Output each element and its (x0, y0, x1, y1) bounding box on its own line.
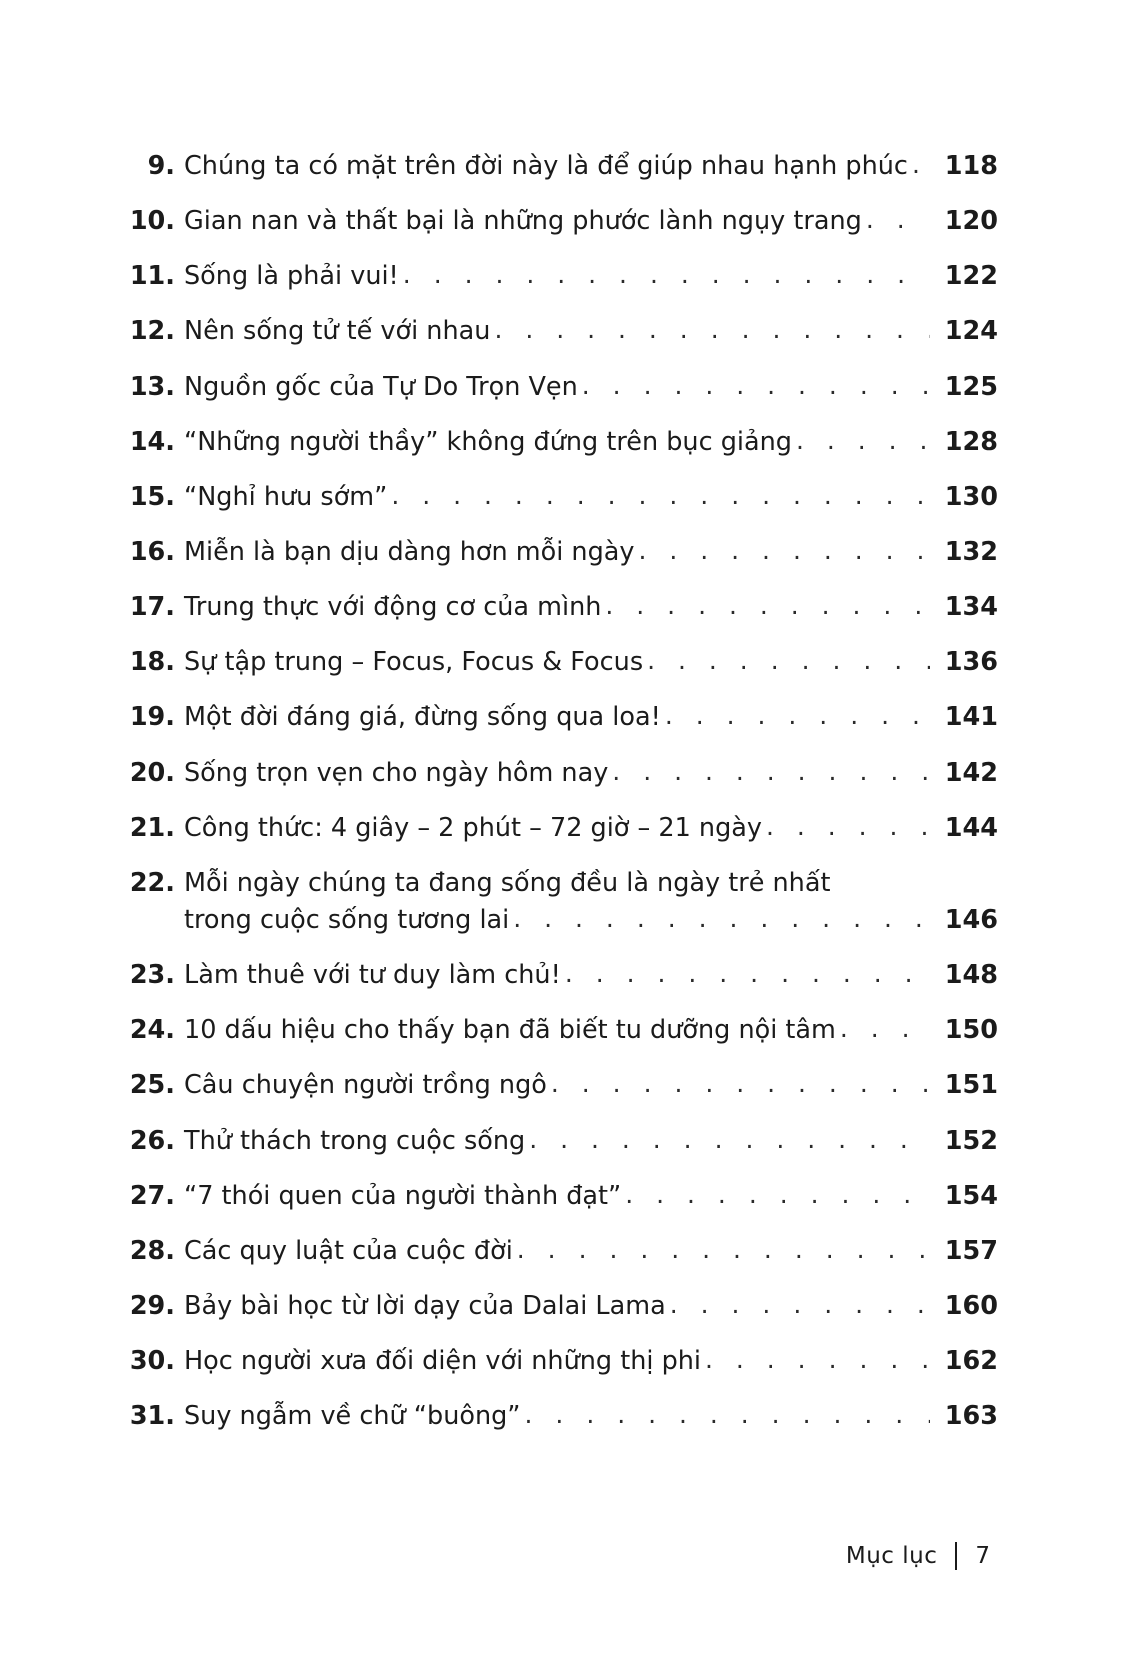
table-of-contents (128, 150, 998, 1433)
toc-entry-title: Nguồn gốc của Tự Do Trọn Vẹn (184, 371, 578, 402)
toc-entry-title: Sống là phải vui! (184, 261, 399, 292)
toc-entry-body (184, 646, 934, 679)
toc-entry-number: 9. (147, 151, 175, 181)
toc-leader-dots (665, 700, 930, 733)
toc-entry-page: 132 (944, 536, 998, 567)
toc-entry[interactable] (128, 371, 998, 404)
toc-entry-page: 154 (944, 1180, 998, 1211)
toc-entry-body (184, 260, 934, 293)
toc-entry-page: 152 (944, 1125, 998, 1156)
toc-entry-page: 125 (944, 371, 998, 402)
toc-entry-body (184, 1400, 934, 1433)
toc-entry-number: 15. (129, 481, 175, 512)
toc-entry-title: 10 dấu hiệu cho thấy bạn đã biết tu dưỡng nội tâm (184, 1015, 836, 1046)
toc-entry-page: 128 (944, 426, 998, 457)
toc-leader-dots (494, 314, 930, 347)
toc-leader-dots (513, 903, 930, 936)
toc-entry-body (184, 371, 934, 404)
toc-entry-page: 163 (944, 1401, 998, 1432)
toc-leader-dots (612, 756, 930, 789)
toc-leader-dots (766, 811, 930, 844)
toc-entry-body (184, 205, 934, 238)
toc-leader-dots (705, 1344, 930, 1377)
toc-entry-number: 26. (129, 1125, 175, 1156)
toc-entry-title: Chúng ta có mặt trên đời này là để giúp nhau hạnh phúc (184, 151, 908, 181)
toc-entry-title: Câu chuyện người trồng ngô (184, 1070, 547, 1101)
toc-entry-page: 136 (944, 647, 998, 678)
toc-leader-dots (625, 1179, 930, 1212)
toc-entry[interactable] (128, 1290, 998, 1323)
toc-entry-number: 27. (129, 1180, 175, 1211)
toc-entry-page: 144 (944, 812, 998, 843)
toc-leader-dots (840, 1013, 930, 1046)
toc-entry-number: 18. (129, 647, 175, 678)
toc-leader-dots (517, 1234, 930, 1267)
toc-entry-title: Thử thách trong cuộc sống (184, 1125, 526, 1156)
toc-entry-body (184, 481, 934, 514)
toc-entry-page: 150 (944, 1015, 998, 1046)
toc-entry[interactable] (128, 757, 998, 790)
toc-entry-page: 141 (944, 702, 998, 733)
toc-leader-dots (647, 645, 930, 678)
toc-entry-number: 30. (129, 1346, 175, 1377)
toc-entry-title: Sự tập trung – Focus, Focus & Focus (184, 647, 644, 678)
toc-leader-dots (582, 370, 930, 403)
toc-entry-body (184, 1345, 934, 1378)
toc-entry-title: “Nghỉ hưu sớm” (184, 481, 388, 512)
toc-entry-number: 14. (129, 426, 175, 457)
toc-entry-body (184, 591, 934, 624)
toc-entry[interactable] (128, 1125, 998, 1158)
toc-entry-title: Miễn là bạn dịu dàng hơn mỗi ngày (184, 536, 635, 567)
toc-entry-number: 29. (129, 1290, 175, 1321)
toc-entry-body (184, 1180, 934, 1213)
toc-entry[interactable] (128, 481, 998, 514)
toc-entry-number: 16. (129, 536, 175, 567)
toc-entry-body (184, 536, 934, 569)
toc-entry-title: “Những người thầy” không đứng trên bục giảng (184, 426, 792, 457)
toc-entry-number: 20. (129, 757, 175, 788)
toc-entry-page: 120 (944, 206, 998, 237)
toc-leader-dots (403, 259, 930, 292)
toc-entry-body (184, 1290, 934, 1323)
toc-entry-page: 162 (944, 1346, 998, 1377)
toc-entry-number: 11. (129, 261, 175, 292)
toc-entry-number: 24. (129, 1015, 175, 1046)
toc-entry[interactable] (128, 1069, 998, 1102)
toc-entry-title: Sống trọn vẹn cho ngày hôm nay (184, 757, 609, 788)
toc-entry-title-continued: trong cuộc sống tương lai (184, 904, 510, 935)
toc-entry-number: 12. (129, 316, 175, 347)
toc-entry-number: 10. (129, 206, 175, 237)
toc-entry-number: 13. (129, 371, 175, 402)
toc-entry-number: 23. (129, 960, 175, 991)
toc-entry-title: Một đời đáng giá, đừng sống qua loa! (184, 702, 661, 733)
toc-entry-title: Làm thuê với tư duy làm chủ! (184, 960, 561, 991)
toc-entry[interactable] (128, 536, 998, 569)
toc-entry-number: 31. (129, 1401, 175, 1432)
toc-entry-title: Bảy bài học từ lời dạy của Dalai Lama (184, 1290, 666, 1321)
toc-entry-page: 148 (944, 960, 998, 991)
toc-entry-body (184, 315, 934, 348)
toc-entry[interactable] (128, 812, 998, 845)
toc-entry-body (184, 426, 934, 459)
toc-leader-dots (551, 1068, 930, 1101)
toc-entry-page: 160 (944, 1290, 998, 1321)
toc-entry-page: 118 (944, 151, 998, 181)
toc-entry[interactable] (128, 1345, 998, 1378)
toc-leader-dots (565, 958, 930, 991)
toc-entry[interactable] (128, 701, 998, 734)
toc-entry[interactable] (128, 1014, 998, 1047)
toc-leader-dots (605, 590, 930, 623)
toc-entry[interactable] (128, 1400, 998, 1433)
toc-leader-dots (525, 1399, 930, 1432)
toc-entry-title: Nên sống tử tế với nhau (184, 316, 491, 347)
toc-entry-number: 28. (129, 1235, 175, 1266)
toc-entry-title: Trung thực với động cơ của mình (184, 592, 602, 623)
toc-entry-page: 157 (944, 1235, 998, 1266)
toc-entry[interactable] (128, 150, 998, 183)
toc-entry-body (184, 959, 934, 992)
toc-entry-page: 134 (944, 592, 998, 623)
toc-entry-title: Mỗi ngày chúng ta đang sống đều là ngày trẻ nhất (184, 867, 831, 898)
toc-entry-page: 130 (944, 481, 998, 512)
toc-entry[interactable] (128, 591, 998, 624)
toc-entry-body (184, 812, 934, 845)
footer-section-label: Mục lục (845, 1543, 938, 1569)
toc-entry-number: 17. (129, 592, 175, 623)
toc-entry-number: 22. (129, 867, 175, 898)
toc-entry-page: 142 (944, 757, 998, 788)
toc-entry-body (184, 701, 934, 734)
toc-entry-body (184, 1014, 934, 1047)
toc-entry-body (184, 867, 934, 937)
page-footer (0, 1542, 1126, 1570)
toc-leader-dots (391, 480, 930, 513)
toc-entry-title: Suy ngẫm về chữ “buông” (184, 1401, 521, 1432)
toc-entry-title: Công thức: 4 giây – 2 phút – 72 giờ – 21 ngày (184, 812, 762, 843)
toc-entry-title: Gian nan và thất bại là những phước lành ngụy trang (184, 206, 862, 237)
toc-entry[interactable] (128, 205, 998, 238)
toc-entry-body (184, 757, 934, 790)
toc-leader-dots (638, 535, 930, 568)
toc-entry[interactable] (128, 1235, 998, 1268)
toc-leader-dots (670, 1289, 930, 1322)
footer-page-number: 7 (975, 1543, 990, 1569)
toc-entry-page: 122 (944, 261, 998, 292)
toc-entry-title: “7 thói quen của người thành đạt” (184, 1180, 622, 1211)
toc-entry-body (184, 1069, 934, 1102)
toc-entry[interactable] (128, 315, 998, 348)
toc-entry-number: 19. (129, 702, 175, 733)
toc-entry[interactable] (128, 260, 998, 293)
toc-entry[interactable] (128, 959, 998, 992)
footer-divider (955, 1542, 957, 1570)
toc-leader-dots (912, 149, 930, 182)
toc-entry[interactable] (128, 646, 998, 679)
toc-entry-number: 21. (129, 812, 175, 843)
toc-entry[interactable] (128, 426, 998, 459)
toc-entry-title: Học người xưa đối diện với những thị phi (184, 1346, 701, 1377)
toc-entry-page: 146 (944, 904, 998, 935)
toc-leader-dots (866, 204, 930, 237)
toc-entry-body (184, 1125, 934, 1158)
toc-leader-dots (529, 1124, 930, 1157)
toc-entry-page: 151 (944, 1070, 998, 1101)
toc-entry[interactable] (128, 1180, 998, 1213)
toc-entry-number: 25. (129, 1070, 175, 1101)
toc-entry[interactable] (128, 867, 998, 937)
toc-entry-body (184, 1235, 934, 1268)
toc-entry-page: 124 (944, 316, 998, 347)
toc-entry-title: Các quy luật của cuộc đời (184, 1235, 513, 1266)
toc-entry-body (184, 150, 934, 183)
toc-leader-dots (796, 425, 930, 458)
